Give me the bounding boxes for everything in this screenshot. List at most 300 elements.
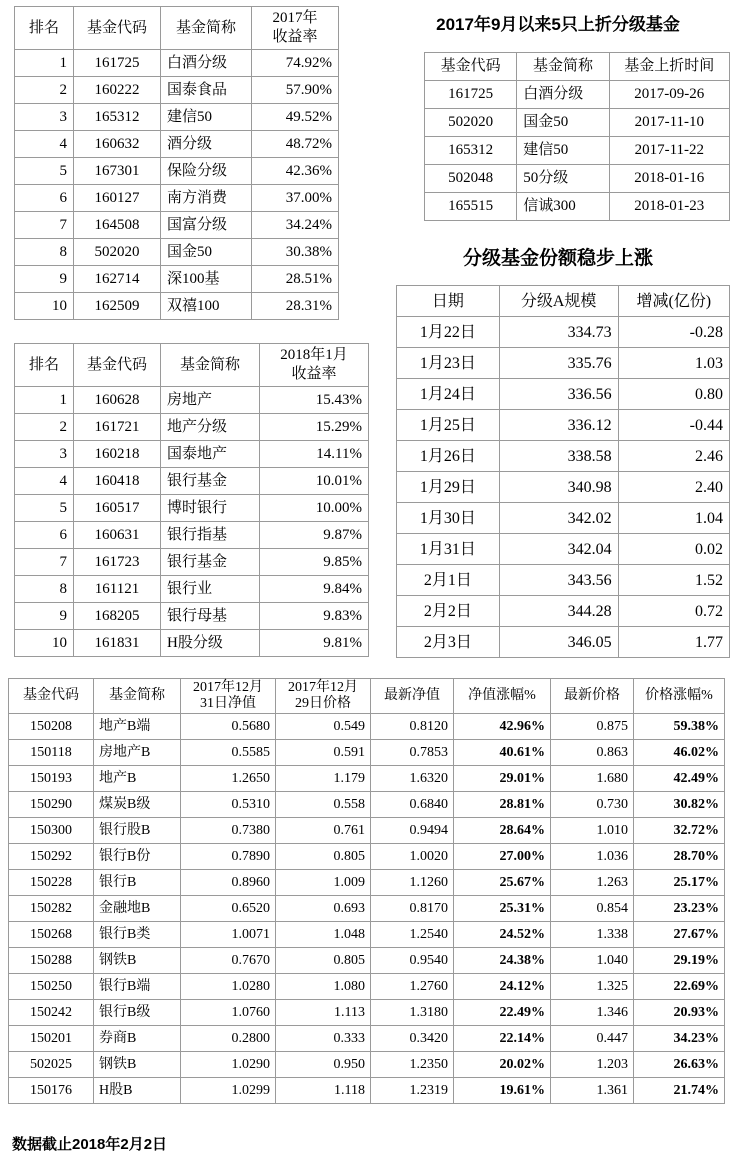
cell-scale: 336.12 xyxy=(499,410,618,441)
table-row xyxy=(15,522,369,549)
table-row xyxy=(15,77,339,104)
column-header-price-change: 价格涨幅% xyxy=(634,679,725,714)
table-row xyxy=(9,1026,725,1052)
table-row xyxy=(9,714,725,740)
cell-price-change: 46.02% xyxy=(634,740,725,766)
table-row xyxy=(9,766,725,792)
cell-latest-price: 1.040 xyxy=(551,948,634,974)
cell-rank: 10 xyxy=(15,293,74,320)
cell-date: 2018-01-23 xyxy=(609,193,729,221)
cell-nav-20171231: 0.8960 xyxy=(181,870,276,896)
cell-price-change: 27.67% xyxy=(634,922,725,948)
cell-code: 161725 xyxy=(425,81,517,109)
cell-delta: 2.40 xyxy=(618,472,729,503)
cell-latest-price: 1.036 xyxy=(551,844,634,870)
cell-price-change: 59.38% xyxy=(634,714,725,740)
cell-delta: -0.44 xyxy=(618,410,729,441)
cell-code: 150250 xyxy=(9,974,94,1000)
cell-code: 150176 xyxy=(9,1078,94,1104)
cell-code: 160628 xyxy=(74,387,161,414)
cell-delta: 2.46 xyxy=(618,441,729,472)
cell-return: 9.83% xyxy=(260,603,369,630)
cell-latest-nav: 0.9540 xyxy=(371,948,454,974)
cell-scale: 346.05 xyxy=(499,627,618,658)
cell-date: 1月22日 xyxy=(397,317,500,348)
cell-name: 建信50 xyxy=(517,137,609,165)
cell-name: 地产分级 xyxy=(161,414,260,441)
cell-name: 银行股B xyxy=(94,818,181,844)
cell-price-change: 42.49% xyxy=(634,766,725,792)
cell-code: 161831 xyxy=(74,630,161,657)
cell-scale: 334.73 xyxy=(499,317,618,348)
cell-return: 37.00% xyxy=(252,185,339,212)
cell-return: 9.84% xyxy=(260,576,369,603)
table-header-row xyxy=(425,53,730,81)
cell-price-change: 21.74% xyxy=(634,1078,725,1104)
cell-code: 150292 xyxy=(9,844,94,870)
cell-nav-change: 25.31% xyxy=(454,896,551,922)
cell-rank: 8 xyxy=(15,576,74,603)
table-row xyxy=(15,468,369,495)
table-fene xyxy=(396,285,730,658)
cell-rank: 5 xyxy=(15,158,74,185)
cell-name: 金融地B xyxy=(94,896,181,922)
cell-date: 2017-09-26 xyxy=(609,81,729,109)
table-header-row xyxy=(15,344,369,387)
cell-delta: 0.72 xyxy=(618,596,729,627)
cell-latest-nav: 1.3180 xyxy=(371,1000,454,1026)
table-shangzhe xyxy=(424,52,730,221)
cell-nav-change: 22.14% xyxy=(454,1026,551,1052)
column-header-return-line1: 2018年1月 xyxy=(280,347,348,363)
table-row xyxy=(9,870,725,896)
column-header-code: 基金代码 xyxy=(425,53,517,81)
cell-name: 保险分级 xyxy=(161,158,252,185)
cell-price-change: 30.82% xyxy=(634,792,725,818)
cell-price-20171229: 0.558 xyxy=(276,792,371,818)
cell-name: 南方消费 xyxy=(161,185,252,212)
table-2018-ranking-wrapper xyxy=(14,343,369,657)
column-header-code: 基金代码 xyxy=(9,679,94,714)
cell-code: 502020 xyxy=(425,109,517,137)
cell-price-change: 34.23% xyxy=(634,1026,725,1052)
cell-code: 161723 xyxy=(74,549,161,576)
cell-code: 164508 xyxy=(74,212,161,239)
cell-latest-price: 0.863 xyxy=(551,740,634,766)
table-row xyxy=(15,603,369,630)
column-header-return xyxy=(260,344,369,387)
table-2018-ranking xyxy=(14,343,369,657)
cell-latest-nav: 0.3420 xyxy=(371,1026,454,1052)
column-header-price-20171229-line1: 2017年12月 xyxy=(288,680,358,695)
cell-code: 160218 xyxy=(74,441,161,468)
cell-price-change: 29.19% xyxy=(634,948,725,974)
cell-code: 150242 xyxy=(9,1000,94,1026)
cell-nav-20171231: 1.0299 xyxy=(181,1078,276,1104)
cell-code: 150208 xyxy=(9,714,94,740)
cell-code: 167301 xyxy=(74,158,161,185)
cell-rank: 10 xyxy=(15,630,74,657)
cell-return: 30.38% xyxy=(252,239,339,266)
cell-name: 深100基 xyxy=(161,266,252,293)
table-row xyxy=(9,818,725,844)
table-row xyxy=(15,50,339,77)
table-row xyxy=(15,549,369,576)
cell-code: 150282 xyxy=(9,896,94,922)
section-title-fene: 分级基金份额稳步上涨 xyxy=(462,248,653,269)
cell-latest-nav: 1.1260 xyxy=(371,870,454,896)
cell-price-20171229: 1.179 xyxy=(276,766,371,792)
column-header-rank: 排名 xyxy=(15,7,74,50)
cell-nav-change: 27.00% xyxy=(454,844,551,870)
table-row xyxy=(9,844,725,870)
table-row xyxy=(397,441,730,472)
column-header-return xyxy=(252,7,339,50)
table-fene-wrapper xyxy=(396,285,730,658)
table-main-wrapper xyxy=(8,678,725,1104)
section-title-shangzhe: 2017年9月以来5只上折分级基金 xyxy=(436,15,680,34)
cell-name: 银行B份 xyxy=(94,844,181,870)
cell-rank: 1 xyxy=(15,387,74,414)
table-row xyxy=(15,495,369,522)
cell-latest-price: 1.338 xyxy=(551,922,634,948)
cell-delta: 0.02 xyxy=(618,534,729,565)
cell-name: 煤炭B级 xyxy=(94,792,181,818)
cell-rank: 7 xyxy=(15,212,74,239)
cell-scale: 335.76 xyxy=(499,348,618,379)
cell-latest-nav: 0.6840 xyxy=(371,792,454,818)
cell-name: 白酒分级 xyxy=(161,50,252,77)
cell-name: 博时银行 xyxy=(161,495,260,522)
cell-latest-nav: 1.0020 xyxy=(371,844,454,870)
table-row xyxy=(9,948,725,974)
column-header-nav-20171231-line1: 2017年12月 xyxy=(193,680,263,695)
column-header-name: 基金简称 xyxy=(161,344,260,387)
cell-name: 房地产 xyxy=(161,387,260,414)
column-header-return-line1: 2017年 xyxy=(272,10,318,26)
cell-return: 14.11% xyxy=(260,441,369,468)
cell-name: 银行B端 xyxy=(94,974,181,1000)
cell-latest-price: 1.325 xyxy=(551,974,634,1000)
table-2017-ranking-wrapper xyxy=(14,6,339,320)
cell-name: 钢铁B xyxy=(94,1052,181,1078)
cell-nav-change: 29.01% xyxy=(454,766,551,792)
cell-price-20171229: 0.761 xyxy=(276,818,371,844)
column-header-rank: 排名 xyxy=(15,344,74,387)
data-cutoff-note: 数据截止2018年2月2日 xyxy=(12,1136,168,1153)
cell-latest-price: 1.010 xyxy=(551,818,634,844)
cell-name: 双禧100 xyxy=(161,293,252,320)
cell-latest-price: 0.730 xyxy=(551,792,634,818)
cell-date: 1月29日 xyxy=(397,472,500,503)
column-header-scale: 分级A规模 xyxy=(499,286,618,317)
cell-price-20171229: 0.333 xyxy=(276,1026,371,1052)
cell-name: 银行B xyxy=(94,870,181,896)
cell-name: 国泰食品 xyxy=(161,77,252,104)
cell-latest-nav: 1.2540 xyxy=(371,922,454,948)
cell-nav-20171231: 0.5310 xyxy=(181,792,276,818)
cell-price-change: 28.70% xyxy=(634,844,725,870)
cell-scale: 342.04 xyxy=(499,534,618,565)
cell-scale: 342.02 xyxy=(499,503,618,534)
cell-code: 162509 xyxy=(74,293,161,320)
cell-return: 49.52% xyxy=(252,104,339,131)
cell-rank: 3 xyxy=(15,441,74,468)
cell-nav-change: 42.96% xyxy=(454,714,551,740)
cell-nav-20171231: 0.5585 xyxy=(181,740,276,766)
cell-code: 150193 xyxy=(9,766,94,792)
cell-rank: 2 xyxy=(15,414,74,441)
column-header-date: 基金上折时间 xyxy=(609,53,729,81)
table-row xyxy=(397,379,730,410)
table-row xyxy=(15,576,369,603)
cell-name: 50分级 xyxy=(517,165,609,193)
cell-latest-price: 0.875 xyxy=(551,714,634,740)
table-row xyxy=(425,193,730,221)
cell-nav-change: 20.02% xyxy=(454,1052,551,1078)
table-header-row xyxy=(15,7,339,50)
cell-nav-change: 40.61% xyxy=(454,740,551,766)
cell-return: 42.36% xyxy=(252,158,339,185)
cell-name: 国富分级 xyxy=(161,212,252,239)
cell-price-change: 20.93% xyxy=(634,1000,725,1026)
cell-name: 地产B端 xyxy=(94,714,181,740)
cell-price-20171229: 1.048 xyxy=(276,922,371,948)
cell-price-20171229: 0.950 xyxy=(276,1052,371,1078)
column-header-price-20171229 xyxy=(276,679,371,714)
cell-price-20171229: 1.080 xyxy=(276,974,371,1000)
cell-name: 券商B xyxy=(94,1026,181,1052)
table-row xyxy=(9,1052,725,1078)
table-row xyxy=(397,503,730,534)
column-header-name: 基金简称 xyxy=(161,7,252,50)
cell-name: 银行基金 xyxy=(161,468,260,495)
cell-nav-change: 25.67% xyxy=(454,870,551,896)
cell-nav-20171231: 1.0290 xyxy=(181,1052,276,1078)
cell-code: 165515 xyxy=(425,193,517,221)
cell-scale: 340.98 xyxy=(499,472,618,503)
cell-code: 160222 xyxy=(74,77,161,104)
cell-code: 161721 xyxy=(74,414,161,441)
cell-price-20171229: 0.805 xyxy=(276,948,371,974)
table-row xyxy=(425,137,730,165)
cell-code: 168205 xyxy=(74,603,161,630)
cell-return: 34.24% xyxy=(252,212,339,239)
cell-code: 162714 xyxy=(74,266,161,293)
cell-nav-change: 28.64% xyxy=(454,818,551,844)
cell-nav-20171231: 0.7380 xyxy=(181,818,276,844)
column-header-price-20171229-line2: 29日价格 xyxy=(295,696,351,711)
cell-name: 地产B xyxy=(94,766,181,792)
cell-scale: 336.56 xyxy=(499,379,618,410)
table-row xyxy=(9,896,725,922)
cell-name: 国金50 xyxy=(517,109,609,137)
cell-name: 银行B级 xyxy=(94,1000,181,1026)
cell-nav-20171231: 1.0071 xyxy=(181,922,276,948)
table-row xyxy=(397,596,730,627)
cell-name: 国金50 xyxy=(161,239,252,266)
cell-latest-nav: 1.2319 xyxy=(371,1078,454,1104)
cell-code: 150290 xyxy=(9,792,94,818)
cell-rank: 4 xyxy=(15,131,74,158)
cell-latest-price: 1.361 xyxy=(551,1078,634,1104)
cell-name: H股B xyxy=(94,1078,181,1104)
cell-name: 银行业 xyxy=(161,576,260,603)
cell-rank: 6 xyxy=(15,185,74,212)
cell-rank: 9 xyxy=(15,603,74,630)
cell-code: 150288 xyxy=(9,948,94,974)
cell-rank: 3 xyxy=(15,104,74,131)
cell-return: 10.00% xyxy=(260,495,369,522)
cell-rank: 6 xyxy=(15,522,74,549)
table-shangzhe-wrapper xyxy=(424,52,730,221)
cell-code: 165312 xyxy=(425,137,517,165)
cell-code: 150118 xyxy=(9,740,94,766)
table-row xyxy=(425,165,730,193)
cell-name: 钢铁B xyxy=(94,948,181,974)
column-header-return-line2: 收益率 xyxy=(272,29,318,45)
cell-return: 28.51% xyxy=(252,266,339,293)
cell-latest-price: 1.263 xyxy=(551,870,634,896)
cell-return: 9.87% xyxy=(260,522,369,549)
cell-code: 160631 xyxy=(74,522,161,549)
cell-return: 28.31% xyxy=(252,293,339,320)
cell-nav-change: 24.52% xyxy=(454,922,551,948)
cell-return: 9.85% xyxy=(260,549,369,576)
cell-price-change: 32.72% xyxy=(634,818,725,844)
cell-code: 160127 xyxy=(74,185,161,212)
cell-nav-20171231: 1.2650 xyxy=(181,766,276,792)
column-header-nav-20171231 xyxy=(181,679,276,714)
table-row xyxy=(9,1078,725,1104)
table-row xyxy=(15,239,339,266)
cell-rank: 5 xyxy=(15,495,74,522)
cell-name: H股分级 xyxy=(161,630,260,657)
cell-scale: 344.28 xyxy=(499,596,618,627)
cell-code: 150228 xyxy=(9,870,94,896)
table-row xyxy=(15,630,369,657)
cell-name: 酒分级 xyxy=(161,131,252,158)
cell-rank: 2 xyxy=(15,77,74,104)
column-header-nav-change: 净值涨幅% xyxy=(454,679,551,714)
table-row xyxy=(15,266,339,293)
table-row xyxy=(397,565,730,596)
table-row xyxy=(9,792,725,818)
cell-latest-price: 0.854 xyxy=(551,896,634,922)
cell-name: 银行B类 xyxy=(94,922,181,948)
table-header-row xyxy=(9,679,725,714)
cell-rank: 4 xyxy=(15,468,74,495)
cell-latest-price: 0.447 xyxy=(551,1026,634,1052)
cell-return: 57.90% xyxy=(252,77,339,104)
table-row xyxy=(15,293,339,320)
table-row xyxy=(9,974,725,1000)
cell-code: 502020 xyxy=(74,239,161,266)
column-header-return-line2: 收益率 xyxy=(291,366,337,382)
column-header-latest-nav: 最新净值 xyxy=(371,679,454,714)
table-row xyxy=(15,104,339,131)
cell-nav-change: 22.49% xyxy=(454,1000,551,1026)
cell-code: 160517 xyxy=(74,495,161,522)
table-row xyxy=(425,109,730,137)
cell-latest-price: 1.680 xyxy=(551,766,634,792)
cell-delta: 1.77 xyxy=(618,627,729,658)
cell-latest-nav: 0.8170 xyxy=(371,896,454,922)
cell-price-20171229: 1.118 xyxy=(276,1078,371,1104)
cell-code: 502025 xyxy=(9,1052,94,1078)
cell-code: 165312 xyxy=(74,104,161,131)
cell-code: 161725 xyxy=(74,50,161,77)
cell-latest-nav: 1.2760 xyxy=(371,974,454,1000)
cell-price-change: 26.63% xyxy=(634,1052,725,1078)
cell-price-20171229: 0.805 xyxy=(276,844,371,870)
table-row xyxy=(397,627,730,658)
column-header-latest-price: 最新价格 xyxy=(551,679,634,714)
table-header-row xyxy=(397,286,730,317)
table-row xyxy=(397,534,730,565)
cell-code: 150268 xyxy=(9,922,94,948)
cell-name: 国泰地产 xyxy=(161,441,260,468)
cell-date: 1月25日 xyxy=(397,410,500,441)
cell-delta: 1.52 xyxy=(618,565,729,596)
cell-return: 74.92% xyxy=(252,50,339,77)
cell-delta: 0.80 xyxy=(618,379,729,410)
cell-price-change: 25.17% xyxy=(634,870,725,896)
table-row xyxy=(397,410,730,441)
cell-price-20171229: 0.591 xyxy=(276,740,371,766)
cell-latest-nav: 1.2350 xyxy=(371,1052,454,1078)
cell-code: 160632 xyxy=(74,131,161,158)
cell-latest-nav: 0.8120 xyxy=(371,714,454,740)
cell-nav-change: 24.38% xyxy=(454,948,551,974)
cell-code: 150300 xyxy=(9,818,94,844)
cell-name: 房地产B xyxy=(94,740,181,766)
cell-scale: 343.56 xyxy=(499,565,618,596)
cell-return: 15.29% xyxy=(260,414,369,441)
cell-price-20171229: 0.549 xyxy=(276,714,371,740)
cell-nav-change: 19.61% xyxy=(454,1078,551,1104)
cell-code: 150201 xyxy=(9,1026,94,1052)
cell-code: 161121 xyxy=(74,576,161,603)
cell-nav-20171231: 0.7890 xyxy=(181,844,276,870)
cell-price-change: 22.69% xyxy=(634,974,725,1000)
table-row xyxy=(15,414,369,441)
cell-nav-20171231: 1.0760 xyxy=(181,1000,276,1026)
cell-delta: 1.03 xyxy=(618,348,729,379)
cell-price-change: 23.23% xyxy=(634,896,725,922)
table-row xyxy=(397,472,730,503)
cell-date: 1月24日 xyxy=(397,379,500,410)
table-main xyxy=(8,678,725,1104)
cell-nav-change: 28.81% xyxy=(454,792,551,818)
cell-return: 9.81% xyxy=(260,630,369,657)
cell-rank: 9 xyxy=(15,266,74,293)
table-row xyxy=(15,212,339,239)
cell-price-20171229: 1.113 xyxy=(276,1000,371,1026)
table-row xyxy=(397,317,730,348)
cell-latest-price: 1.346 xyxy=(551,1000,634,1026)
table-2017-ranking xyxy=(14,6,339,320)
cell-date: 2017-11-10 xyxy=(609,109,729,137)
table-row xyxy=(15,158,339,185)
cell-date: 1月23日 xyxy=(397,348,500,379)
cell-price-20171229: 1.009 xyxy=(276,870,371,896)
cell-name: 银行基金 xyxy=(161,549,260,576)
cell-latest-price: 1.203 xyxy=(551,1052,634,1078)
cell-return: 48.72% xyxy=(252,131,339,158)
cell-return: 10.01% xyxy=(260,468,369,495)
table-row xyxy=(9,1000,725,1026)
